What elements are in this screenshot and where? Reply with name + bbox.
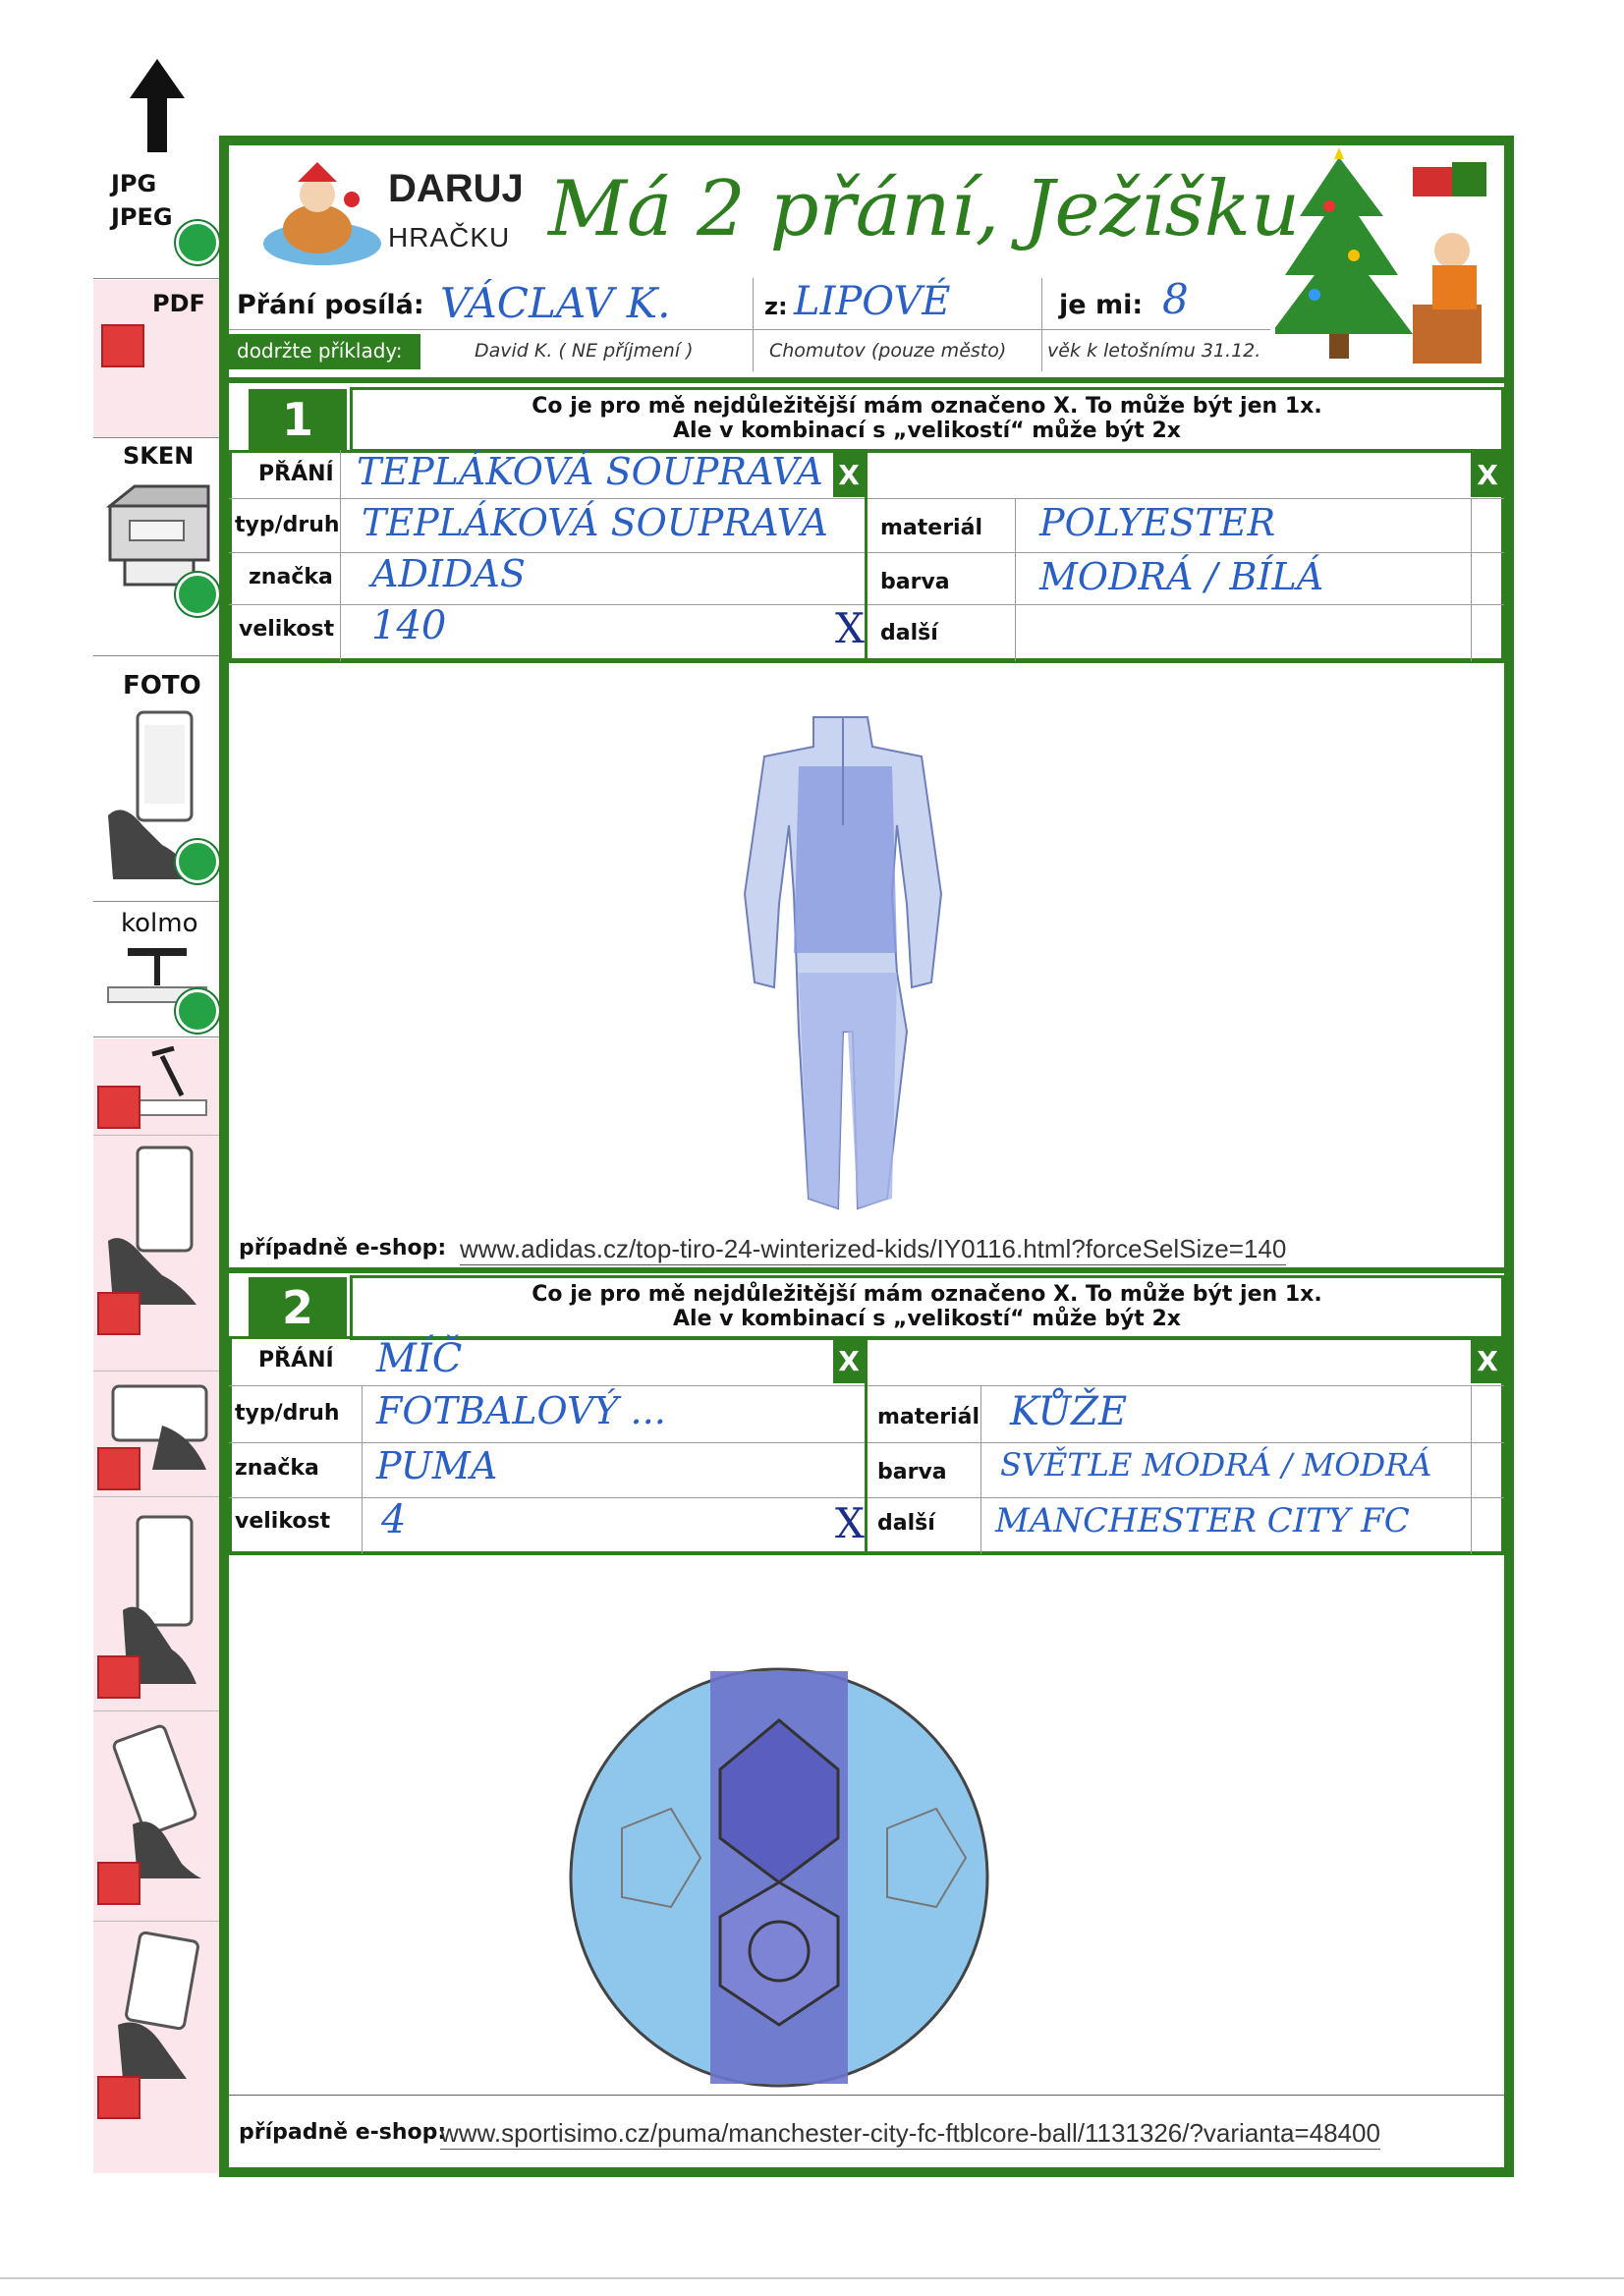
- other-label: další: [880, 621, 938, 645]
- format-jpeg-label: JPEG: [111, 203, 173, 231]
- color-value[interactable]: SVĚTLE MODRÁ / MODRÁ: [1000, 1446, 1432, 1484]
- phone-blurry-icon: [103, 1927, 216, 2084]
- wish-number: 2: [249, 1277, 347, 1338]
- reject-icon: [97, 1292, 140, 1335]
- wish-value[interactable]: MÍČ: [376, 1336, 463, 1381]
- example-age: věk k letošnímu 31.12.: [1047, 340, 1261, 362]
- reject-icon: [101, 324, 144, 367]
- age-label: je mi:: [1059, 290, 1144, 320]
- reject-icon: [97, 2076, 140, 2119]
- phone-tilted-icon: [103, 1716, 216, 1883]
- brand-value[interactable]: PUMA: [376, 1444, 498, 1487]
- wish-instructions: [350, 387, 1504, 452]
- reject-icon: [97, 1862, 140, 1905]
- age-value[interactable]: 8: [1162, 275, 1189, 323]
- scan-label: SKEN: [123, 442, 195, 470]
- wish-label: PŘÁNÍ: [258, 1348, 334, 1372]
- check-icon: [176, 573, 219, 616]
- logo-hracku: HRAČKU: [388, 222, 511, 252]
- instruction-line-1: Co je pro mě nejdůležitější mám označeno X. To může být jen 1x.: [532, 394, 1322, 419]
- priority-x-left[interactable]: X: [833, 1338, 865, 1383]
- color-value[interactable]: MODRÁ / BÍLÁ: [1039, 555, 1324, 598]
- eshop-label: případně e-shop:: [239, 1236, 447, 1260]
- wish-label: PŘÁNÍ: [258, 462, 334, 486]
- type-label: typ/druh: [235, 513, 340, 537]
- size-priority-mark[interactable]: X: [835, 1499, 865, 1547]
- material-value[interactable]: KŮŽE: [1010, 1389, 1128, 1434]
- priority-x-left[interactable]: X: [833, 452, 865, 497]
- format-pdf-label: PDF: [152, 290, 205, 317]
- wish-1: [229, 383, 1504, 1267]
- sidebar: [93, 54, 221, 2176]
- brand-label: značka: [235, 1456, 319, 1481]
- material-value[interactable]: POLYESTER: [1039, 501, 1276, 544]
- from-label: z:: [764, 293, 788, 320]
- material-label: materiál: [880, 516, 982, 540]
- sender-label: Přání posílá:: [237, 290, 424, 320]
- reject-icon: [97, 1655, 140, 1699]
- check-icon: [176, 840, 219, 883]
- tracksuit-drawing: [720, 707, 966, 1228]
- check-icon: [176, 221, 219, 264]
- photo-label: FOTO: [123, 671, 201, 700]
- size-value[interactable]: 140: [371, 603, 447, 648]
- reject-icon: [97, 1447, 140, 1490]
- instruction-line-1: Co je pro mě nejdůležitější mám označeno X. To může být jen 1x.: [532, 1282, 1322, 1307]
- football-drawing: [563, 1661, 995, 2094]
- other-label: další: [877, 1511, 935, 1536]
- instruction-line-2: Ale v kombinací s „velikostí“ může být 2x: [673, 1307, 1181, 1331]
- wish-value[interactable]: TEPLÁKOVÁ SOUPRAVA: [357, 450, 823, 493]
- material-label: materiál: [877, 1405, 980, 1429]
- example-city: Chomutov (pouze město): [769, 340, 1007, 362]
- type-value[interactable]: FOTBALOVÝ ...: [376, 1389, 666, 1432]
- size-label: velikost: [239, 617, 335, 642]
- example-name: David K. ( NE příjmení ): [475, 340, 694, 362]
- priority-x-right[interactable]: X: [1471, 1338, 1504, 1383]
- arrow-up-icon: [128, 59, 187, 152]
- from-value[interactable]: LIPOVÉ: [794, 279, 951, 324]
- size-priority-mark[interactable]: X: [835, 604, 865, 652]
- sender-value[interactable]: VÁCLAV K.: [440, 279, 671, 327]
- examples-label: dodržte příklady:: [229, 334, 420, 369]
- format-jpg-label: JPG: [111, 170, 157, 197]
- eshop-label: případně e-shop:: [239, 2120, 447, 2145]
- reject-icon: [97, 1086, 140, 1129]
- instruction-line-2: Ale v kombinací s „velikostí“ může být 2x: [673, 419, 1181, 443]
- size-label: velikost: [235, 1509, 331, 1534]
- brand-value[interactable]: ADIDAS: [371, 552, 526, 595]
- priority-x-right[interactable]: X: [1471, 452, 1504, 497]
- wish-instructions: [350, 1275, 1504, 1340]
- color-label: barva: [880, 570, 950, 594]
- eshop-link[interactable]: www.adidas.cz/top-tiro-24-winterized-kids/IY0116.html?forceSelSize=140: [460, 1234, 1287, 1263]
- daruj-hracku-logo: [258, 160, 386, 268]
- eshop-link[interactable]: www.sportisimo.cz/puma/manchester-city-fc-ftblcore-ball/1131326/?varianta=48400: [440, 2118, 1380, 2148]
- type-label: typ/druh: [235, 1401, 340, 1426]
- header: [229, 145, 1504, 377]
- size-value[interactable]: 4: [381, 1497, 407, 1542]
- check-icon: [176, 989, 219, 1033]
- wish-number: 1: [249, 389, 347, 450]
- phone-hand-icon: [103, 1143, 216, 1310]
- logo-daruj: DARUJ: [388, 167, 524, 210]
- type-value[interactable]: TEPLÁKOVÁ SOUPRAVA: [362, 501, 828, 544]
- page-title: Má 2 přání, Ježíšku: [548, 165, 1301, 253]
- other-value[interactable]: MANCHESTER CITY FC: [995, 1501, 1410, 1540]
- brand-label: značka: [249, 565, 333, 589]
- wish-2: [229, 1273, 1504, 2167]
- perpendicular-label: kolmo: [121, 909, 198, 938]
- christmas-tree-illustration: [1275, 147, 1496, 373]
- color-label: barva: [877, 1460, 947, 1484]
